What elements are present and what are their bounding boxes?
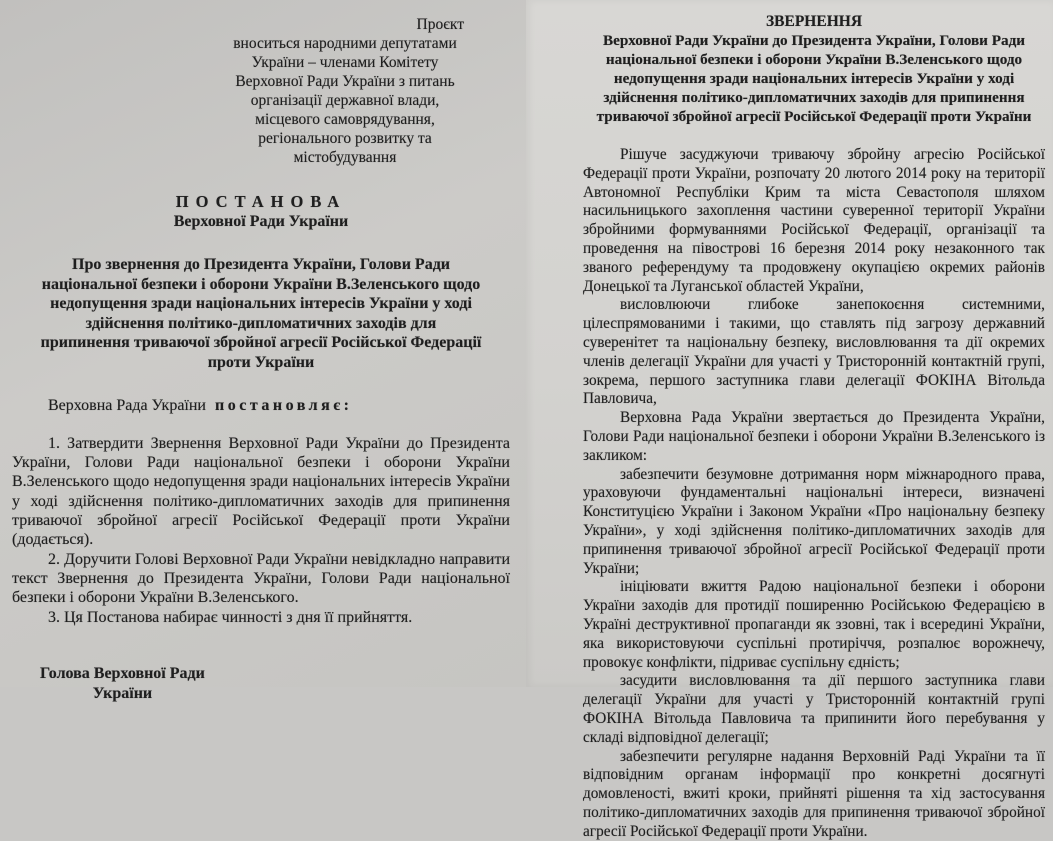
appeal-subtitle-line: недопущення зради національних інтересів України у ході <box>583 69 1045 88</box>
resolution-title-line: припинення триваючої збройної агресії Російської Федерації <box>12 333 510 353</box>
resolution-title-line: національної безпеки і оборони України В.Зеленського щодо <box>12 275 510 295</box>
appeal-paragraph-1: Рішуче засуджуючи триваючу збройну агресію Російської Федерації проти України, розпочату 20 лютого 2014 року на території Автономної Республіки Крим та міста Севастополя шляхом насильницького захоплення частини суверенної території України збройними формуваннями Російської Федерації, організації та проведення на півострові 16 березня 2014 року незаконного так званого референдуму та продовжену окупацією окремих районів Донецької та Луганської областей України, <box>583 146 1045 296</box>
signature-title-line: України <box>40 684 205 704</box>
appeal-paragraph-7: забезпечити регулярне надання Верховній Раді України та її відповідним органам інформації про конкретні досягнуті домовленості, вжиті кроки, прийняті рішення та хід застосування політико-дипломатичних заходів для припинення триваючої збройної агресії Російської Федерації проти України. <box>583 748 1045 841</box>
enacting-verb: постановляє: <box>215 397 353 414</box>
document-issuer-heading: Верховної Ради України <box>12 212 510 232</box>
resolution-item-2: 2. Доручити Голові Верховної Ради України невідкладно направити текст Звернення до Президента України, Голови Ради національної безпеки і оборони України В.Зеленського. <box>12 550 510 608</box>
resolution-title-line: недопущення зради національних інтересів України у ході <box>12 294 510 314</box>
proposal-line: Верховної Ради України з питань <box>194 72 496 91</box>
resolution-body <box>12 434 510 627</box>
appeal-heading: ЗВЕРНЕННЯ <box>583 12 1045 31</box>
resolution-title <box>12 255 510 373</box>
appeal-subtitle-line: Верховної Ради України до Президента України, Голови Ради <box>583 31 1045 50</box>
resolution-item-1: 1. Затвердити Звернення Верховної Ради України до Президента України, Голови Ради національної безпеки і оборони України В.Зеленського щодо недопущення зради національних інтересів України у ході здійснення політико-дипломатичних заходів для припинення триваючої збройної агресії Російської Федерації проти України (додається). <box>12 434 510 550</box>
enacting-prefix: Верховна Рада України <box>48 397 206 414</box>
appeal-paragraph-5: ініціювати вжиття Радою національної безпеки і оборони України заходів для протидії поширенню Російською Федерацією в Україні деструктивної пропаганди як ззовні, так і всередині України, яка використовуючи суспільні протиріччя, розпалює ворожнечу, провокує конфлікти, підриває суспільну єдність; <box>583 578 1045 672</box>
appeal-subtitle <box>583 31 1045 126</box>
appeal-subtitle-line: національної безпеки і оборони України В.Зеленського щодо <box>583 50 1045 69</box>
resolution-item-3: 3. Ця Постанова набирає чинності з дня її прийняття. <box>12 608 510 627</box>
proposal-line: місцевого самоврядування, <box>194 110 496 129</box>
appeal-body <box>583 146 1045 841</box>
scanned-page-resolution <box>0 0 526 687</box>
proposal-line: містобудування <box>194 148 496 167</box>
document-type-heading: ПОСТАНОВА <box>12 192 510 212</box>
appeal-subtitle-line: здійснення політико-дипломатичних заходів для припинення <box>583 88 1045 107</box>
scanned-page-appeal <box>526 0 1053 687</box>
enacting-clause <box>12 396 510 415</box>
proposal-submitters-block <box>194 15 496 167</box>
signature-title-line: Голова Верховної Ради <box>40 664 205 684</box>
signature-block <box>40 664 205 704</box>
appeal-subtitle-line: триваючої збройної агресії Російської Федерації проти України <box>583 107 1045 126</box>
appeal-paragraph-2: висловлюючи глибоке занепокоєння системними, цілеспрямованими і такими, що ставлять під загрозу державний суверенітет та національну безпеку, висловлювання та дії окремих членів делегації України для участі у Тристоронній контактній групі, зокрема, першого заступника глави делегації ФОКІНА Вітольда Павловича, <box>583 296 1045 409</box>
appeal-paragraph-4: забезпечити безумовне дотримання норм міжнародного права, ураховуючи фундаментальні національні інтереси, визначені Конституцією України і Законом України «Про національну безпеку України», у ході здійснення політико-дипломатичних заходів для припинення триваючої збройної агресії Російської Федерації проти України; <box>583 466 1045 579</box>
resolution-title-line: Про звернення до Президента України, Голови Ради <box>12 255 510 275</box>
proposal-line: України – членами Комітету <box>194 53 496 72</box>
appeal-paragraph-6: засудити висловлювання та дії першого заступника глави делегації України для участі у Тристоронній контактній групі ФОКІНА Вітольда Павловича та припинити його перебування у складі відповідної делегації; <box>583 672 1045 747</box>
appeal-paragraph-3: Верховна Рада України звертається до Президента України, Голови Ради національної безпеки і оборони України В.Зеленського із закликом: <box>583 409 1045 465</box>
resolution-title-line: проти України <box>12 353 510 373</box>
proposal-line: вноситься народними депутатами <box>194 34 496 53</box>
resolution-title-line: здійснення політико-дипломатичних заходів для <box>12 314 510 334</box>
proposal-label: Проєкт <box>194 15 496 34</box>
proposal-line: регіонального розвитку та <box>194 129 496 148</box>
proposal-line: організації державної влади, <box>194 91 496 110</box>
